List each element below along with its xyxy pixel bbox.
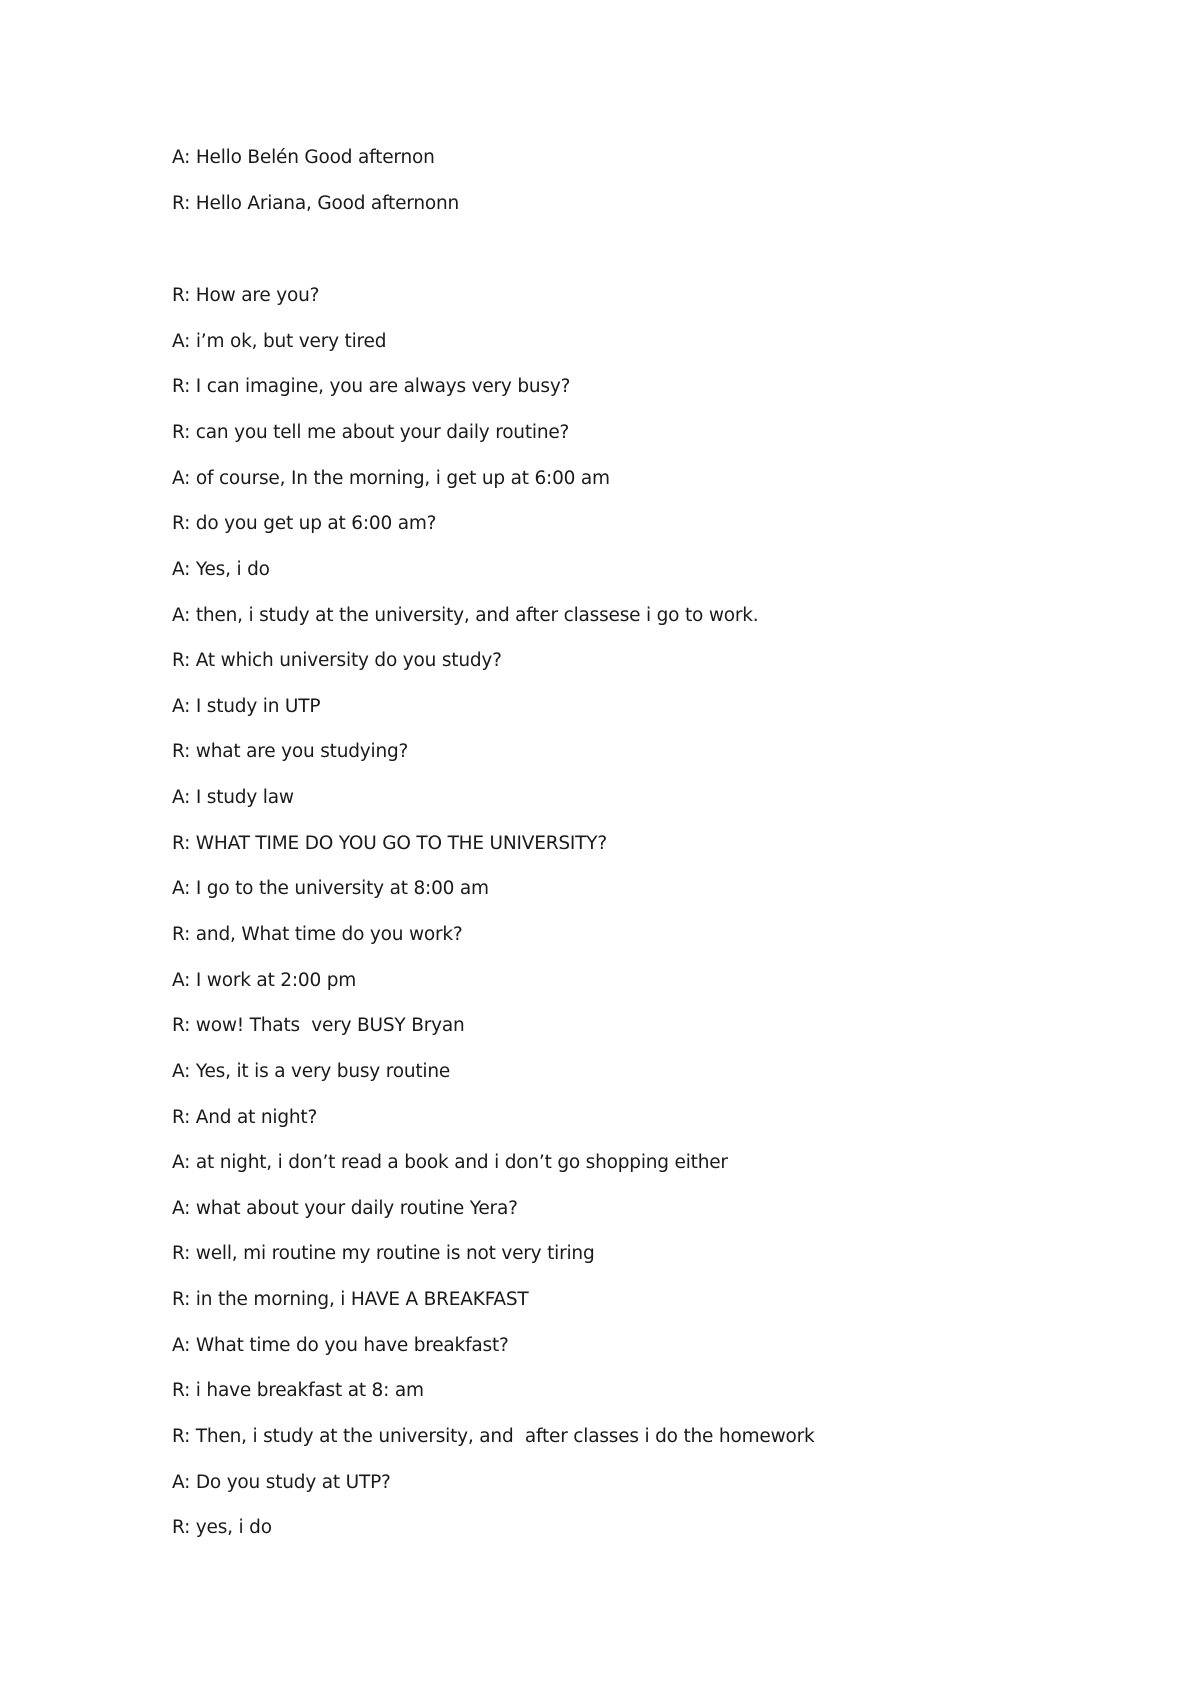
- dialogue-line: A: I study law: [172, 787, 294, 808]
- dialogue-line: R: Hello Ariana, Good afternonn: [172, 193, 460, 214]
- dialogue-line: R: i have breakfast at 8: am: [172, 1380, 424, 1401]
- dialogue-line: A: at night, i don’t read a book and i don’t go shopping either: [172, 1152, 728, 1173]
- dialogue-line: R: and, What time do you work?: [172, 924, 463, 945]
- dialogue-line: R: can you tell me about your daily routine?: [172, 422, 570, 443]
- dialogue-line: R: yes, i do: [172, 1517, 272, 1538]
- dialogue-line: A: What time do you have breakfast?: [172, 1335, 509, 1356]
- dialogue-line: R: in the morning, i HAVE A BREAKFAST: [172, 1289, 529, 1310]
- dialogue-line: A: Yes, i do: [172, 559, 270, 580]
- dialogue-line: A: of course, In the morning, i get up at 6:00 am: [172, 468, 610, 489]
- dialogue-line: A: Do you study at UTP?: [172, 1472, 391, 1493]
- dialogue-line: A: Hello Belén Good afternon: [172, 147, 435, 168]
- dialogue-line: R: what are you studying?: [172, 741, 409, 762]
- dialogue-line: A: i’m ok, but very tired: [172, 331, 387, 352]
- dialogue-line: A: I go to the university at 8:00 am: [172, 878, 489, 899]
- dialogue-line: R: WHAT TIME DO YOU GO TO THE UNIVERSITY?: [172, 833, 608, 854]
- dialogue-line: R: And at night?: [172, 1107, 318, 1128]
- dialogue-line: A: then, i study at the university, and after classese i go to work.: [172, 605, 759, 626]
- dialogue-line: R: Then, i study at the university, and after classes i do the homework: [172, 1426, 815, 1447]
- dialogue-line: R: How are you?: [172, 285, 320, 306]
- dialogue-line: A: Yes, it is a very busy routine: [172, 1061, 451, 1082]
- dialogue-line: R: do you get up at 6:00 am?: [172, 513, 437, 534]
- dialogue-line: A: I study in UTP: [172, 696, 321, 717]
- dialogue-line: R: I can imagine, you are always very busy?: [172, 376, 571, 397]
- dialogue-line: R: well, mi routine my routine is not very tiring: [172, 1243, 595, 1264]
- dialogue-line: R: wow! Thats very BUSY Bryan: [172, 1015, 465, 1036]
- dialogue-line: R: At which university do you study?: [172, 650, 502, 671]
- dialogue-line: A: I work at 2:00 pm: [172, 970, 357, 991]
- dialogue-line: A: what about your daily routine Yera?: [172, 1198, 518, 1219]
